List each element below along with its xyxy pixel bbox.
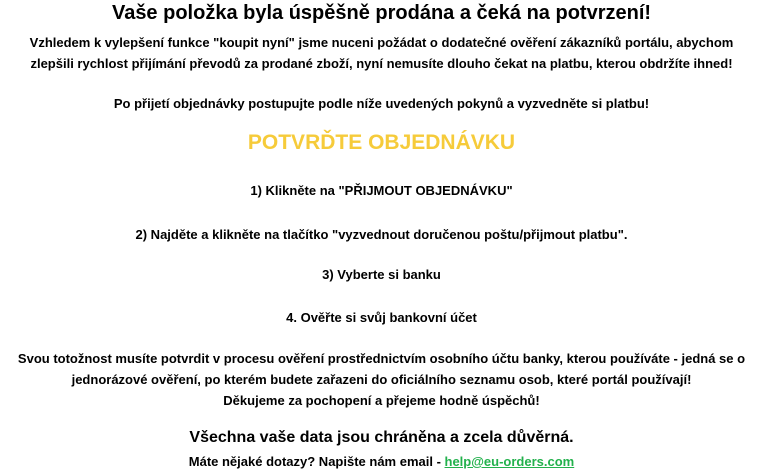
contact-line [0, 451, 763, 472]
step-4: 4. Ověřte si svůj bankovní účet [286, 310, 477, 325]
notice-line-1: Svou totožnost musíte potvrdit v procesu ověření prostřednictvím osobního účtu banky, kterou používáte - jedná se o [17, 351, 746, 366]
page-title: Vaše položka byla úspěšně prodána a čeká na potvrzení! [111, 2, 652, 24]
instructions-intro: Po přijetí objednávky postupujte podle níže uvedených pokynů a vyzvedněte si platbu! [113, 96, 650, 111]
notice-line-2: jednorázové ověření, po kterém budete zařazeni do oficiálního seznamu osob, které portál používají! [71, 372, 692, 387]
intro-line-1: Vzhledem k vylepšení funkce "koupit nyní" jsme nuceni požádat o dodatečné ověření zákazníků portálu, abychom [29, 35, 734, 50]
step-1: 1) Klikněte na "PŘIJMOUT OBJEDNÁVKU" [250, 183, 513, 198]
confirm-order-link[interactable]: POTVRĎTE OBJEDNÁVKU [247, 131, 516, 154]
email-link[interactable]: help@eu-orders.com [444, 454, 575, 469]
step-3: 3) Vyberte si banku [322, 267, 441, 282]
contact-prefix: Máte nějaké dotazy? Napište nám email - [188, 454, 445, 469]
intro-line-2: zlepšili rychlost přijímání převodů za prodané zboží, nyní nemusíte dlouho čekat na platbu, kterou obdržíte ihned! [30, 56, 733, 71]
notice-line-3: Děkujeme za pochopení a přejeme hodně úspěchů! [223, 393, 540, 408]
step-2: 2) Najděte a klikněte na tlačítko "vyzvednout doručenou poštu/přijmout platbu". [135, 227, 628, 242]
data-protection-note: Všechna vaše data jsou chráněna a zcela důvěrná. [189, 429, 574, 446]
